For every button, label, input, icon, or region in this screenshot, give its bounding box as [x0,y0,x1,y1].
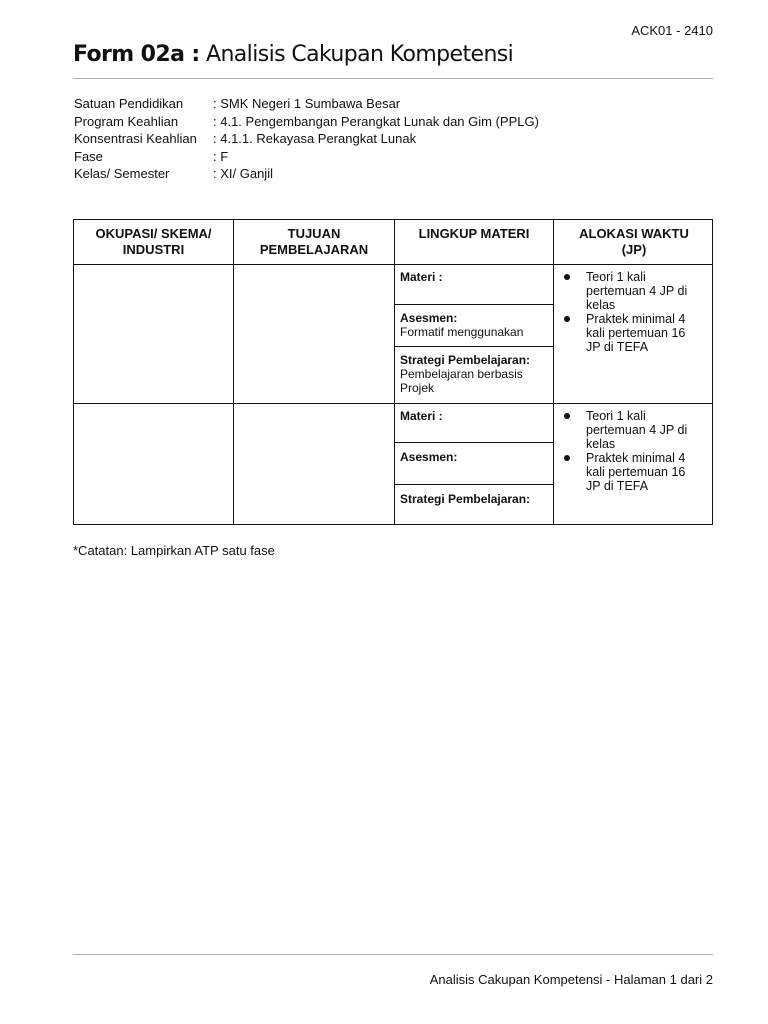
materi-cell [400,409,550,423]
list-item [562,312,710,354]
header-line: PEMBELAJARAN [259,242,369,257]
list-item-text: pertemuan 4 JP di [586,284,688,298]
list-item [562,451,710,493]
header-line: OKUPASI/ SKEMA/ [95,226,212,241]
subcell-divider [394,346,553,347]
asesmen-label: Asesmen: [400,450,458,464]
materi-cell [400,270,550,284]
header-alokasi [554,226,714,258]
strategi-text: Pembelajaran berbasis [400,367,523,381]
list-item [562,270,710,312]
info-row-kelas [74,165,539,183]
header-line: TUJUAN [287,226,341,241]
page-footer: Analisis Cakupan Kompetensi - Halaman 1 dari 2 [429,972,713,987]
footer-divider [73,954,713,955]
info-label: Fase [74,148,103,164]
info-row-fase [74,148,539,166]
asesmen-text: Formatif menggunakan [400,325,524,339]
header-divider [73,78,713,79]
asesmen-label: Asesmen: [400,311,458,325]
header-line: (JP) [621,242,647,257]
subcell-divider [394,442,553,443]
header-line: ALOKASI WAKTU [579,226,689,241]
info-label: Program Keahlian [74,113,179,129]
info-value: : F [213,148,229,164]
form-number: Form 02a : [73,42,200,67]
header-okupasi [74,226,233,258]
column-divider [233,220,234,524]
alokasi-list [562,270,710,354]
list-item-text: JP di TEFA [586,340,649,354]
asesmen-cell [400,450,550,464]
header-tujuan [234,226,394,258]
identity-info [74,95,539,183]
competency-table [73,219,713,525]
strategi-cell [400,492,552,506]
list-item [562,409,710,451]
strategi-cell [400,353,552,395]
asesmen-cell [400,311,550,339]
row-divider [74,403,712,404]
info-row-satuan [74,95,539,113]
document-code: ACK01 - 2410 [631,23,713,38]
info-label: Konsentrasi Keahlian [74,131,197,146]
header-row-divider [74,264,712,265]
list-item-text: kali pertemuan 16 [586,326,686,340]
subcell-divider [394,304,553,305]
column-divider [553,220,554,524]
column-divider [394,220,395,524]
alokasi-list [562,409,710,493]
info-row-program [74,113,539,131]
header-line: INDUSTRI [122,242,185,257]
list-item-text: kali pertemuan 16 [586,465,686,479]
info-row-konsentrasi [74,130,539,148]
list-item-text: Praktek minimal 4 [586,312,686,326]
list-item-text: JP di TEFA [586,479,649,493]
info-value: : XI/ Ganjil [213,166,273,181]
subcell-divider [394,484,553,485]
info-value: : 4.1.1. Rekayasa Perangkat Lunak [213,131,417,146]
list-item-text: pertemuan 4 JP di [586,423,688,437]
info-label: Satuan Pendidikan [74,96,184,111]
materi-label: Materi : [400,409,443,423]
info-value: : SMK Negeri 1 Sumbawa Besar [213,96,401,111]
list-item-text: Praktek minimal 4 [586,451,686,465]
strategi-text: Projek [400,381,435,395]
strategi-label: Strategi Pembelajaran: [400,353,531,367]
header-lingkup: LINGKUP MATERI [418,226,530,241]
strategi-label: Strategi Pembelajaran: [400,492,531,506]
list-item-text: Teori 1 kali [586,409,646,423]
form-title [73,42,713,67]
list-item-text: kelas [586,437,616,451]
materi-label: Materi : [400,270,443,284]
info-label: Kelas/ Semester [74,166,170,181]
list-item-text: Teori 1 kali [586,270,646,284]
form-name: Analisis Cakupan Kompetensi [199,42,514,67]
footnote: *Catatan: Lampirkan ATP satu fase [73,543,275,558]
info-value: : 4.1. Pengembangan Perangkat Lunak dan Gim (PPLG) [213,113,539,129]
list-item-text: kelas [586,298,616,312]
